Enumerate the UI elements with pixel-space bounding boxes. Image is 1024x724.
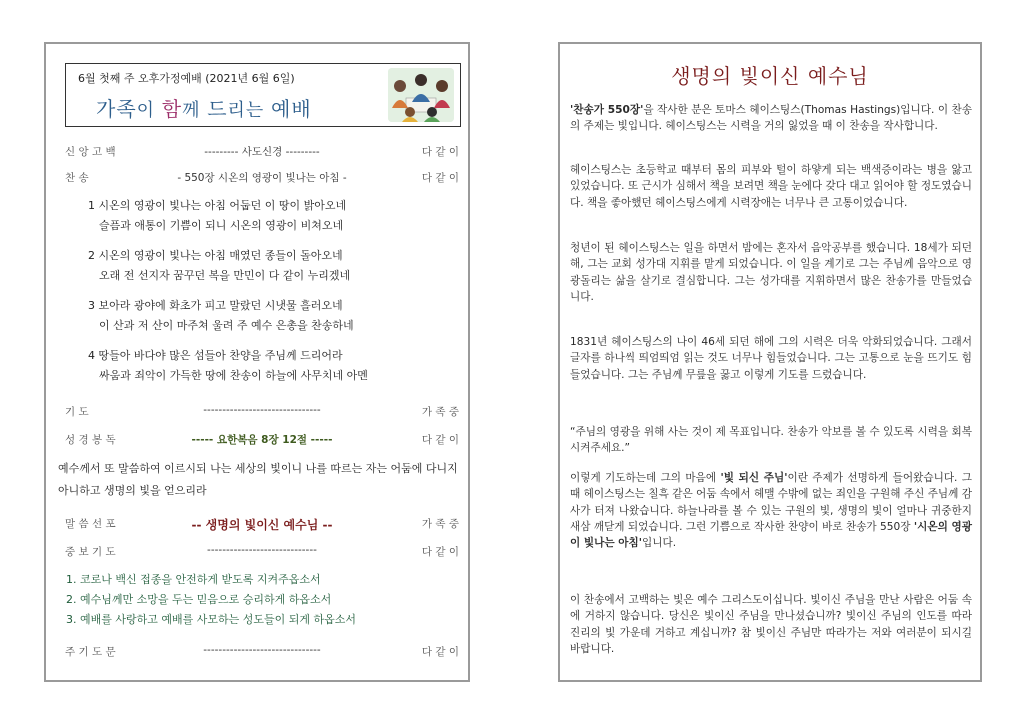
prayer-item: 2. 예수님께만 소망을 두는 믿음으로 승리하게 하옵소서 [66,593,332,606]
order-content: --------- 사도신경 --------- [204,146,320,158]
order-content: -- 생명의 빛이신 예수님 -- [191,518,333,532]
hymn-verse-4 [88,346,368,386]
verse-line: 3 보아라 광야에 화초가 피고 말랐던 시냇물 흘러오네 [88,299,343,312]
title-part: 예배 [271,97,312,121]
order-content: ------------------------------- [203,644,321,656]
order-who: 다 같 이 [421,546,459,558]
paragraph: 헤이스팅스는 초등학교 때부터 몸의 피부와 털이 하얗게 되는 백색증이라는 병을 앓고 있었습니다. 또 근시가 심해서 책을 보려면 책을 눈에다 갖다 대고 읽어야 할 정도였습니다. 책을 좋아했던 헤이스팅스에게 시력장애는 너무나 큰 고통이었습니다. [570,164,972,209]
bold-phrase: '빛 되신 주님' [720,472,788,484]
order-label: 신 앙 고 백 [65,146,116,158]
service-date: 6월 첫째 주 오후가정예배 (2021년 6월 6일) [78,72,295,85]
order-content: ------------------------------- [203,404,321,416]
paragraph: 청년이 된 헤이스팅스는 일을 하면서 밤에는 혼자서 음악공부를 했습니다. 18세가 되던 해, 그는 교회 성가대 지휘를 맡게 되었습니다. 이 일을 계기로 그는 주님께 음악으로 영광돌리는 삶을 살기로 결심합니다. 그는 성가대를 지휘하면서 많은 찬송가를 만들었습니다. [570,242,972,303]
text-run: 이렇게 기도하는데 그의 마음에 [570,472,721,484]
order-label: 찬 송 [65,172,89,184]
family-praying-illustration [388,68,454,122]
paragraph: 이 찬송에서 고백하는 빛은 예수 그리스도이십니다. 빛이신 주님을 만난 사람은 어둠 속에 거하지 않습니다. 당신은 빛이신 주님을 만나셨습니까? 빛이신 주님의 인도를 따라 진리의 빛 가운데 거하고 계십니까? 참 빛이신 주님만 따라가는 저와 여러분이 되시길 바랍니다. [570,594,972,655]
sermon-title: 생명의 빛이신 예수님 [671,64,869,88]
verse-line: 4 땅들아 바다야 많은 섬들아 찬양을 주님께 드리어라 [88,349,343,362]
verse-line: 슬픔과 애통이 기쁨이 되니 시온의 영광이 비쳐오네 [99,219,344,232]
title-part: 께 [182,100,208,121]
verse-line: 오래 전 선지자 꿈꾸던 복을 만민이 다 같이 누리겠네 [99,269,351,282]
hymn-verse-3 [88,296,354,336]
order-who: 다 같 이 [421,146,459,158]
right-page [558,42,982,682]
verse-line: 2 시온의 영광이 빛나는 아침 매였던 종들이 돌아오네 [88,249,343,262]
order-label: 기 도 [65,406,89,418]
hymn-verse-1 [88,196,346,236]
order-who: 가 족 중 [421,518,459,530]
order-content: - 550장 시온의 영광이 빛나는 아침 - [177,172,347,184]
text-run: 이란 주제가 선명하게 들어왔습니다. 그때 헤이스팅스는 칠흑 같은 어둠 속에서 헤맬 수밖에 없는 죄인을 구원해 주신 주님께 감사가 터져 나왔습니다. 하늘나라를 볼 수 있는 구원의 빛, 생명의 빛이 얼마나 귀중한지 새삼 깨닫게 되었습니다. 그런 기쁨으로 작사한 찬양이 바로 찬송가 550장 [570,472,973,533]
prayer-item: 3. 예배를 사랑하고 예배를 사모하는 성도들이 되게 하옵소서 [66,613,356,626]
verse-line: 1 시온의 영광이 빛나는 아침 어둡던 이 땅이 밝아오네 [88,199,347,212]
verse-line: 이 산과 저 산이 마주쳐 울려 주 예수 은총을 찬송하네 [99,319,354,332]
order-content: ----- 요한복음 8장 12절 ----- [191,434,333,446]
title-part: 이 [136,100,162,121]
order-label: 중 보 기 도 [65,546,116,558]
order-content: ----------------------------- [207,544,317,556]
order-who: 다 같 이 [421,172,459,184]
text-run: 을 작사한 분은 토마스 헤이스팅스(Thomas Hastings)입니다. 이 찬송의 주제는 빛입니다. 헤이스팅스는 시력을 거의 잃었을 때 이 찬송을 작사합니다. [570,104,973,133]
hymn-verse-2 [88,246,350,286]
order-who: 다 같 이 [421,434,459,446]
title-part: 함 [161,97,183,121]
verse-line: 싸움과 죄악이 가득한 땅에 찬송이 하늘에 사무치네 아멘 [99,369,368,382]
order-who: 다 같 이 [421,646,459,658]
left-page [44,42,470,682]
paragraph [570,470,972,551]
scripture-text: 예수께서 또 말씀하여 이르시되 나는 세상의 빛이니 나를 따르는 자는 어둠에 다니지 아니하고 생명의 빛을 얻으리라 [58,462,458,497]
service-title [96,93,312,122]
paragraph: 1831년 헤이스팅스의 나이 46세 되던 해에 그의 시력은 더욱 악화되었습니다. 그래서 글자를 하나씩 띄엄띄엄 읽는 것도 너무나 힘들었습니다. 그는 고통으로 눈을 뜨기도 힘들었습니다. 그는 주님께 무릎을 꿇고 이렇게 기도를 드렸습니다. [570,336,972,381]
bold-phrase: '찬송가 550장' [570,104,644,116]
prayer-list [66,570,356,630]
header-box [65,63,461,127]
prayer-item: 1. 코로나 백신 접종을 안전하게 받도록 지켜주옵소서 [66,573,321,586]
quoted-prayer: “주님의 영광을 위해 사는 것이 제 목표입니다. 찬송가 악보를 볼 수 있도록 시력을 회복시켜주세요.” [570,426,972,455]
paragraph [570,102,972,135]
title-part: 가족 [96,97,137,121]
title-part: 드 [207,97,228,121]
order-label: 말 씀 선 포 [65,518,116,530]
order-label: 성 경 봉 독 [65,434,116,446]
text-run: 입니다. [642,537,677,550]
order-label: 주 기 도 문 [65,646,116,658]
order-who: 가 족 중 [421,406,459,418]
title-part: 리는 [227,100,272,121]
bold-phrase: '시온의 영광이 빛나는 아침' [570,520,972,550]
